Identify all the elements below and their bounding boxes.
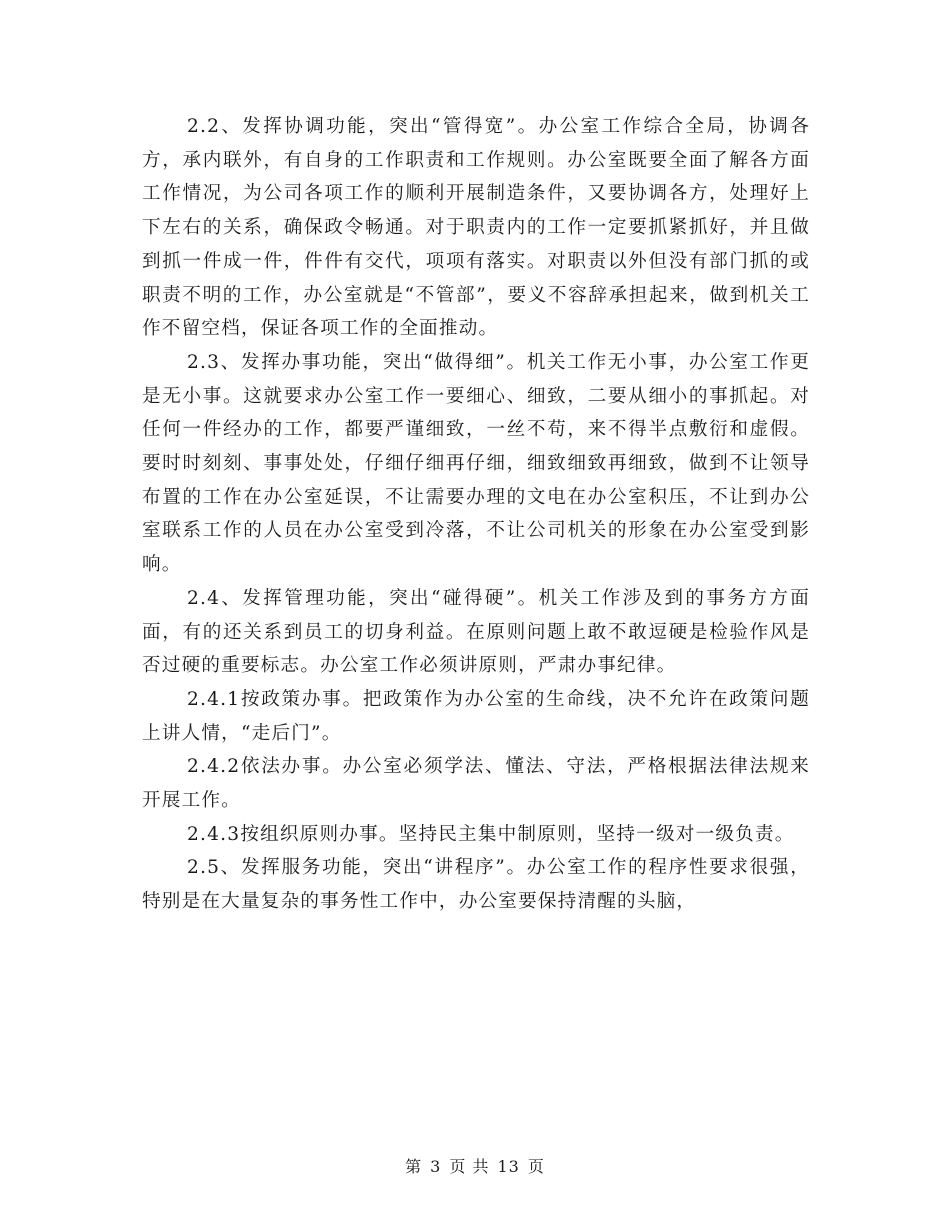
footer-middle: 页 共	[449, 1157, 490, 1176]
paragraph-2-4-3: 2.4.3按组织原则办事。坚持民主集中制原则，坚持一级对一级负责。	[187, 823, 795, 845]
paragraph-2-2: 2.2、发挥协调功能，突出“管得宽”。办公室工作综合全局，协调各方，承内联外，有自身的工作职责和工作规则。办公室既要全面了解各方面工作情况，为公司各项工作的顺利开展制造条件，又要协调各方，处理好上下左右的关系，确保政令畅通。对于职责内的工作一定要抓紧抓好，并且做到抓一件成一件，件件有交代，项项有落实。对职责以外但没有部门抓的或职责不明的工作，办公室就是“不管部”，要义不容辞承担起来，做到机关工作不留空档，保证各项工作的全面推动。	[142, 116, 810, 340]
paragraph-2-4-1: 2.4.1按政策办事。把政策作为办公室的生命线，决不允许在政策问题上讲人情，“走后门”。	[142, 688, 810, 744]
paragraph-2-4-2: 2.4.2依法办事。办公室必须学法、懂法、守法，严格根据法律法规来开展工作。	[142, 756, 810, 812]
paragraph-2-4: 2.4、发挥管理功能，突出“碰得硬”。机关工作涉及到的事务方方面面，有的还关系到员工的切身利益。在原则问题上敢不敢逗硬是检验作风是否过硬的重要标志。办公室工作必须讲原则，严肃办事纪律。	[142, 587, 810, 677]
document-body	[142, 110, 810, 919]
paragraph-2-5: 2.5、发挥服务功能，突出“讲程序”。办公室工作的程序性要求很强，特别是在大量复杂的事务性工作中，办公室要保持清醒的头脑，	[142, 857, 810, 913]
paragraph-2-3: 2.3、发挥办事功能，突出“做得细”。机关工作无小事，办公室工作更是无小事。这就要求办公室工作一要细心、细致，二要从细小的事抓起。对任何一件经办的工作，都要严谨细致，一丝不苟，来不得半点敷衍和虚假。要时时刻刻、事事处处，仔细仔细再仔细，细致细致再细致，做到不让领导布置的工作在办公室延误，不让需要办理的文电在办公室积压，不让到办公室联系工作的人员在办公室受到冷落，不让公司机关的形象在办公室受到影响。	[142, 351, 810, 576]
footer-page-number: 3	[430, 1157, 442, 1176]
page-footer	[0, 1154, 950, 1177]
footer-suffix: 页	[527, 1157, 545, 1176]
footer-prefix: 第	[405, 1157, 423, 1176]
footer-total-pages: 13	[497, 1157, 520, 1176]
